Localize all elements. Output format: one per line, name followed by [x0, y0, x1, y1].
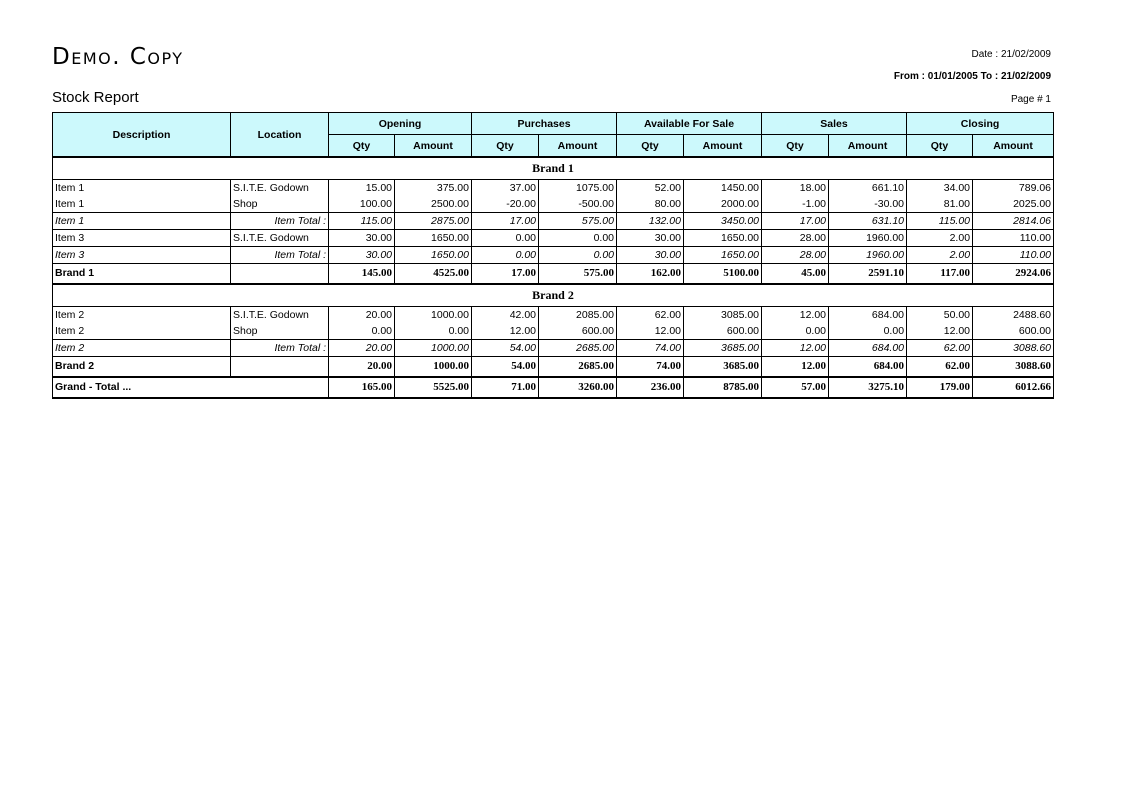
table-row — [53, 180, 1054, 197]
cell-value: 600.00 — [973, 323, 1054, 340]
cell-value: 1650.00 — [395, 230, 472, 247]
cell-description: Item 1 — [53, 196, 231, 213]
cell-value: 2025.00 — [973, 196, 1054, 213]
cell-value: 12.00 — [762, 307, 829, 324]
cell-value: 179.00 — [907, 377, 973, 398]
cell-value: 6012.66 — [973, 377, 1054, 398]
header-closing: Closing — [907, 113, 1054, 135]
cell-value: 3685.00 — [684, 340, 762, 357]
table-row — [53, 230, 1054, 247]
header-closing-amount: Amount — [973, 135, 1054, 158]
cell-value: 3275.10 — [829, 377, 907, 398]
cell-description: Brand 1 — [53, 264, 231, 285]
table-header — [53, 113, 1054, 158]
cell-value: 3088.60 — [973, 340, 1054, 357]
cell-location — [231, 264, 329, 285]
cell-value: 28.00 — [762, 247, 829, 264]
cell-value: 165.00 — [329, 377, 395, 398]
item-total-row — [53, 213, 1054, 230]
cell-value: 684.00 — [829, 340, 907, 357]
cell-value: 17.00 — [472, 264, 539, 285]
header-opening-qty: Qty — [329, 135, 395, 158]
cell-value: 15.00 — [329, 180, 395, 197]
cell-value: 17.00 — [762, 213, 829, 230]
cell-value: 12.00 — [472, 323, 539, 340]
cell-value: 375.00 — [395, 180, 472, 197]
cell-value: 2500.00 — [395, 196, 472, 213]
header-description: Description — [53, 113, 231, 158]
header-purchases-qty: Qty — [472, 135, 539, 158]
cell-description: Item 2 — [53, 307, 231, 324]
cell-location: Item Total : — [231, 247, 329, 264]
cell-value: 0.00 — [329, 323, 395, 340]
cell-value: 0.00 — [472, 247, 539, 264]
cell-value: 100.00 — [329, 196, 395, 213]
cell-value: 600.00 — [539, 323, 617, 340]
cell-location — [231, 377, 329, 398]
cell-value: 12.00 — [617, 323, 684, 340]
cell-value: 45.00 — [762, 264, 829, 285]
cell-value: 4525.00 — [395, 264, 472, 285]
cell-value: 5525.00 — [395, 377, 472, 398]
brand-heading: Brand 2 — [53, 284, 1054, 307]
cell-value: 71.00 — [472, 377, 539, 398]
header-opening-amount: Amount — [395, 135, 472, 158]
cell-value: 0.00 — [472, 230, 539, 247]
header-purchases-amount: Amount — [539, 135, 617, 158]
cell-location: S.I.T.E. Godown — [231, 307, 329, 324]
header-available-for-sale: Available For Sale — [617, 113, 762, 135]
cell-value: 0.00 — [762, 323, 829, 340]
cell-value: 2488.60 — [973, 307, 1054, 324]
grand-total-row — [53, 377, 1054, 398]
cell-value: 12.00 — [762, 357, 829, 378]
cell-value: 0.00 — [829, 323, 907, 340]
cell-value: 2591.10 — [829, 264, 907, 285]
cell-value: 1960.00 — [829, 230, 907, 247]
cell-value: 30.00 — [329, 247, 395, 264]
cell-value: 2685.00 — [539, 340, 617, 357]
cell-value: 2.00 — [907, 247, 973, 264]
stock-report-table — [52, 112, 1054, 399]
brand-heading-row — [53, 284, 1054, 307]
brand-heading-row — [53, 157, 1054, 180]
cell-value: 54.00 — [472, 357, 539, 378]
cell-value: 110.00 — [973, 230, 1054, 247]
cell-value: 236.00 — [617, 377, 684, 398]
cell-value: 80.00 — [617, 196, 684, 213]
cell-description: Item 2 — [53, 340, 231, 357]
cell-value: -30.00 — [829, 196, 907, 213]
cell-value: 1450.00 — [684, 180, 762, 197]
cell-value: 20.00 — [329, 357, 395, 378]
cell-value: 1075.00 — [539, 180, 617, 197]
page-number: Page # 1 — [1010, 94, 1051, 105]
header-sales-amount: Amount — [829, 135, 907, 158]
cell-value: 30.00 — [617, 247, 684, 264]
cell-description: Item 2 — [53, 323, 231, 340]
header-opening: Opening — [329, 113, 472, 135]
cell-description: Item 3 — [53, 230, 231, 247]
cell-value: 34.00 — [907, 180, 973, 197]
cell-value: 631.10 — [829, 213, 907, 230]
cell-location: Item Total : — [231, 340, 329, 357]
cell-location — [231, 357, 329, 378]
cell-value: 62.00 — [907, 357, 973, 378]
cell-value: 12.00 — [907, 323, 973, 340]
cell-value: 117.00 — [907, 264, 973, 285]
cell-value: 2685.00 — [539, 357, 617, 378]
header-sales-qty: Qty — [762, 135, 829, 158]
header-purchases: Purchases — [472, 113, 617, 135]
cell-value: 1650.00 — [395, 247, 472, 264]
cell-value: 1000.00 — [395, 307, 472, 324]
cell-description: Item 1 — [53, 213, 231, 230]
cell-value: 3685.00 — [684, 357, 762, 378]
table-body — [53, 157, 1054, 398]
cell-location: S.I.T.E. Godown — [231, 180, 329, 197]
cell-value: 0.00 — [539, 230, 617, 247]
brand-total-row — [53, 357, 1054, 378]
header-available-qty: Qty — [617, 135, 684, 158]
brand-heading: Brand 1 — [53, 157, 1054, 180]
date-range: From : 01/01/2005 To : 21/02/2009 — [893, 71, 1051, 82]
cell-value: 575.00 — [539, 264, 617, 285]
cell-value: 2924.06 — [973, 264, 1054, 285]
cell-value: 2085.00 — [539, 307, 617, 324]
item-total-row — [53, 247, 1054, 264]
header-available-amount: Amount — [684, 135, 762, 158]
cell-value: 2.00 — [907, 230, 973, 247]
cell-value: 74.00 — [617, 357, 684, 378]
cell-value: 1000.00 — [395, 340, 472, 357]
cell-value: 18.00 — [762, 180, 829, 197]
cell-value: 52.00 — [617, 180, 684, 197]
cell-value: 30.00 — [617, 230, 684, 247]
table-row — [53, 196, 1054, 213]
report-date: Date : 21/02/2009 — [971, 49, 1051, 60]
cell-value: 8785.00 — [684, 377, 762, 398]
cell-description: Item 1 — [53, 180, 231, 197]
company-name: Demo. Copy — [52, 44, 184, 70]
cell-value: 575.00 — [539, 213, 617, 230]
cell-value: 54.00 — [472, 340, 539, 357]
cell-value: 3085.00 — [684, 307, 762, 324]
cell-value: 1960.00 — [829, 247, 907, 264]
header-sales: Sales — [762, 113, 907, 135]
cell-value: -500.00 — [539, 196, 617, 213]
cell-value: 2000.00 — [684, 196, 762, 213]
report-title: Stock Report — [52, 89, 139, 106]
cell-value: 5100.00 — [684, 264, 762, 285]
cell-value: 37.00 — [472, 180, 539, 197]
cell-value: 145.00 — [329, 264, 395, 285]
cell-value: 2875.00 — [395, 213, 472, 230]
cell-value: 74.00 — [617, 340, 684, 357]
cell-value: 30.00 — [329, 230, 395, 247]
cell-value: 110.00 — [973, 247, 1054, 264]
cell-value: 12.00 — [762, 340, 829, 357]
cell-value: 42.00 — [472, 307, 539, 324]
cell-value: 3088.60 — [973, 357, 1054, 378]
cell-value: 50.00 — [907, 307, 973, 324]
cell-value: 28.00 — [762, 230, 829, 247]
cell-value: 789.06 — [973, 180, 1054, 197]
brand-total-row — [53, 264, 1054, 285]
cell-value: 20.00 — [329, 307, 395, 324]
cell-location: S.I.T.E. Godown — [231, 230, 329, 247]
cell-value: 115.00 — [329, 213, 395, 230]
cell-value: 684.00 — [829, 357, 907, 378]
cell-value: 0.00 — [539, 247, 617, 264]
cell-value: 0.00 — [395, 323, 472, 340]
cell-value: 20.00 — [329, 340, 395, 357]
cell-value: 3260.00 — [539, 377, 617, 398]
cell-location: Shop — [231, 196, 329, 213]
cell-value: 2814.06 — [973, 213, 1054, 230]
cell-value: -1.00 — [762, 196, 829, 213]
cell-value: -20.00 — [472, 196, 539, 213]
cell-value: 62.00 — [617, 307, 684, 324]
header-closing-qty: Qty — [907, 135, 973, 158]
cell-description: Grand - Total ... — [53, 377, 231, 398]
cell-value: 81.00 — [907, 196, 973, 213]
cell-value: 1650.00 — [684, 247, 762, 264]
cell-description: Item 3 — [53, 247, 231, 264]
cell-value: 1000.00 — [395, 357, 472, 378]
cell-value: 600.00 — [684, 323, 762, 340]
cell-value: 162.00 — [617, 264, 684, 285]
cell-value: 1650.00 — [684, 230, 762, 247]
cell-value: 684.00 — [829, 307, 907, 324]
cell-value: 3450.00 — [684, 213, 762, 230]
table-row — [53, 323, 1054, 340]
cell-value: 115.00 — [907, 213, 973, 230]
cell-location: Shop — [231, 323, 329, 340]
cell-value: 62.00 — [907, 340, 973, 357]
cell-value: 661.10 — [829, 180, 907, 197]
table-row — [53, 307, 1054, 324]
cell-value: 132.00 — [617, 213, 684, 230]
item-total-row — [53, 340, 1054, 357]
cell-location: Item Total : — [231, 213, 329, 230]
cell-value: 17.00 — [472, 213, 539, 230]
cell-value: 57.00 — [762, 377, 829, 398]
cell-description: Brand 2 — [53, 357, 231, 378]
header-location: Location — [231, 113, 329, 158]
